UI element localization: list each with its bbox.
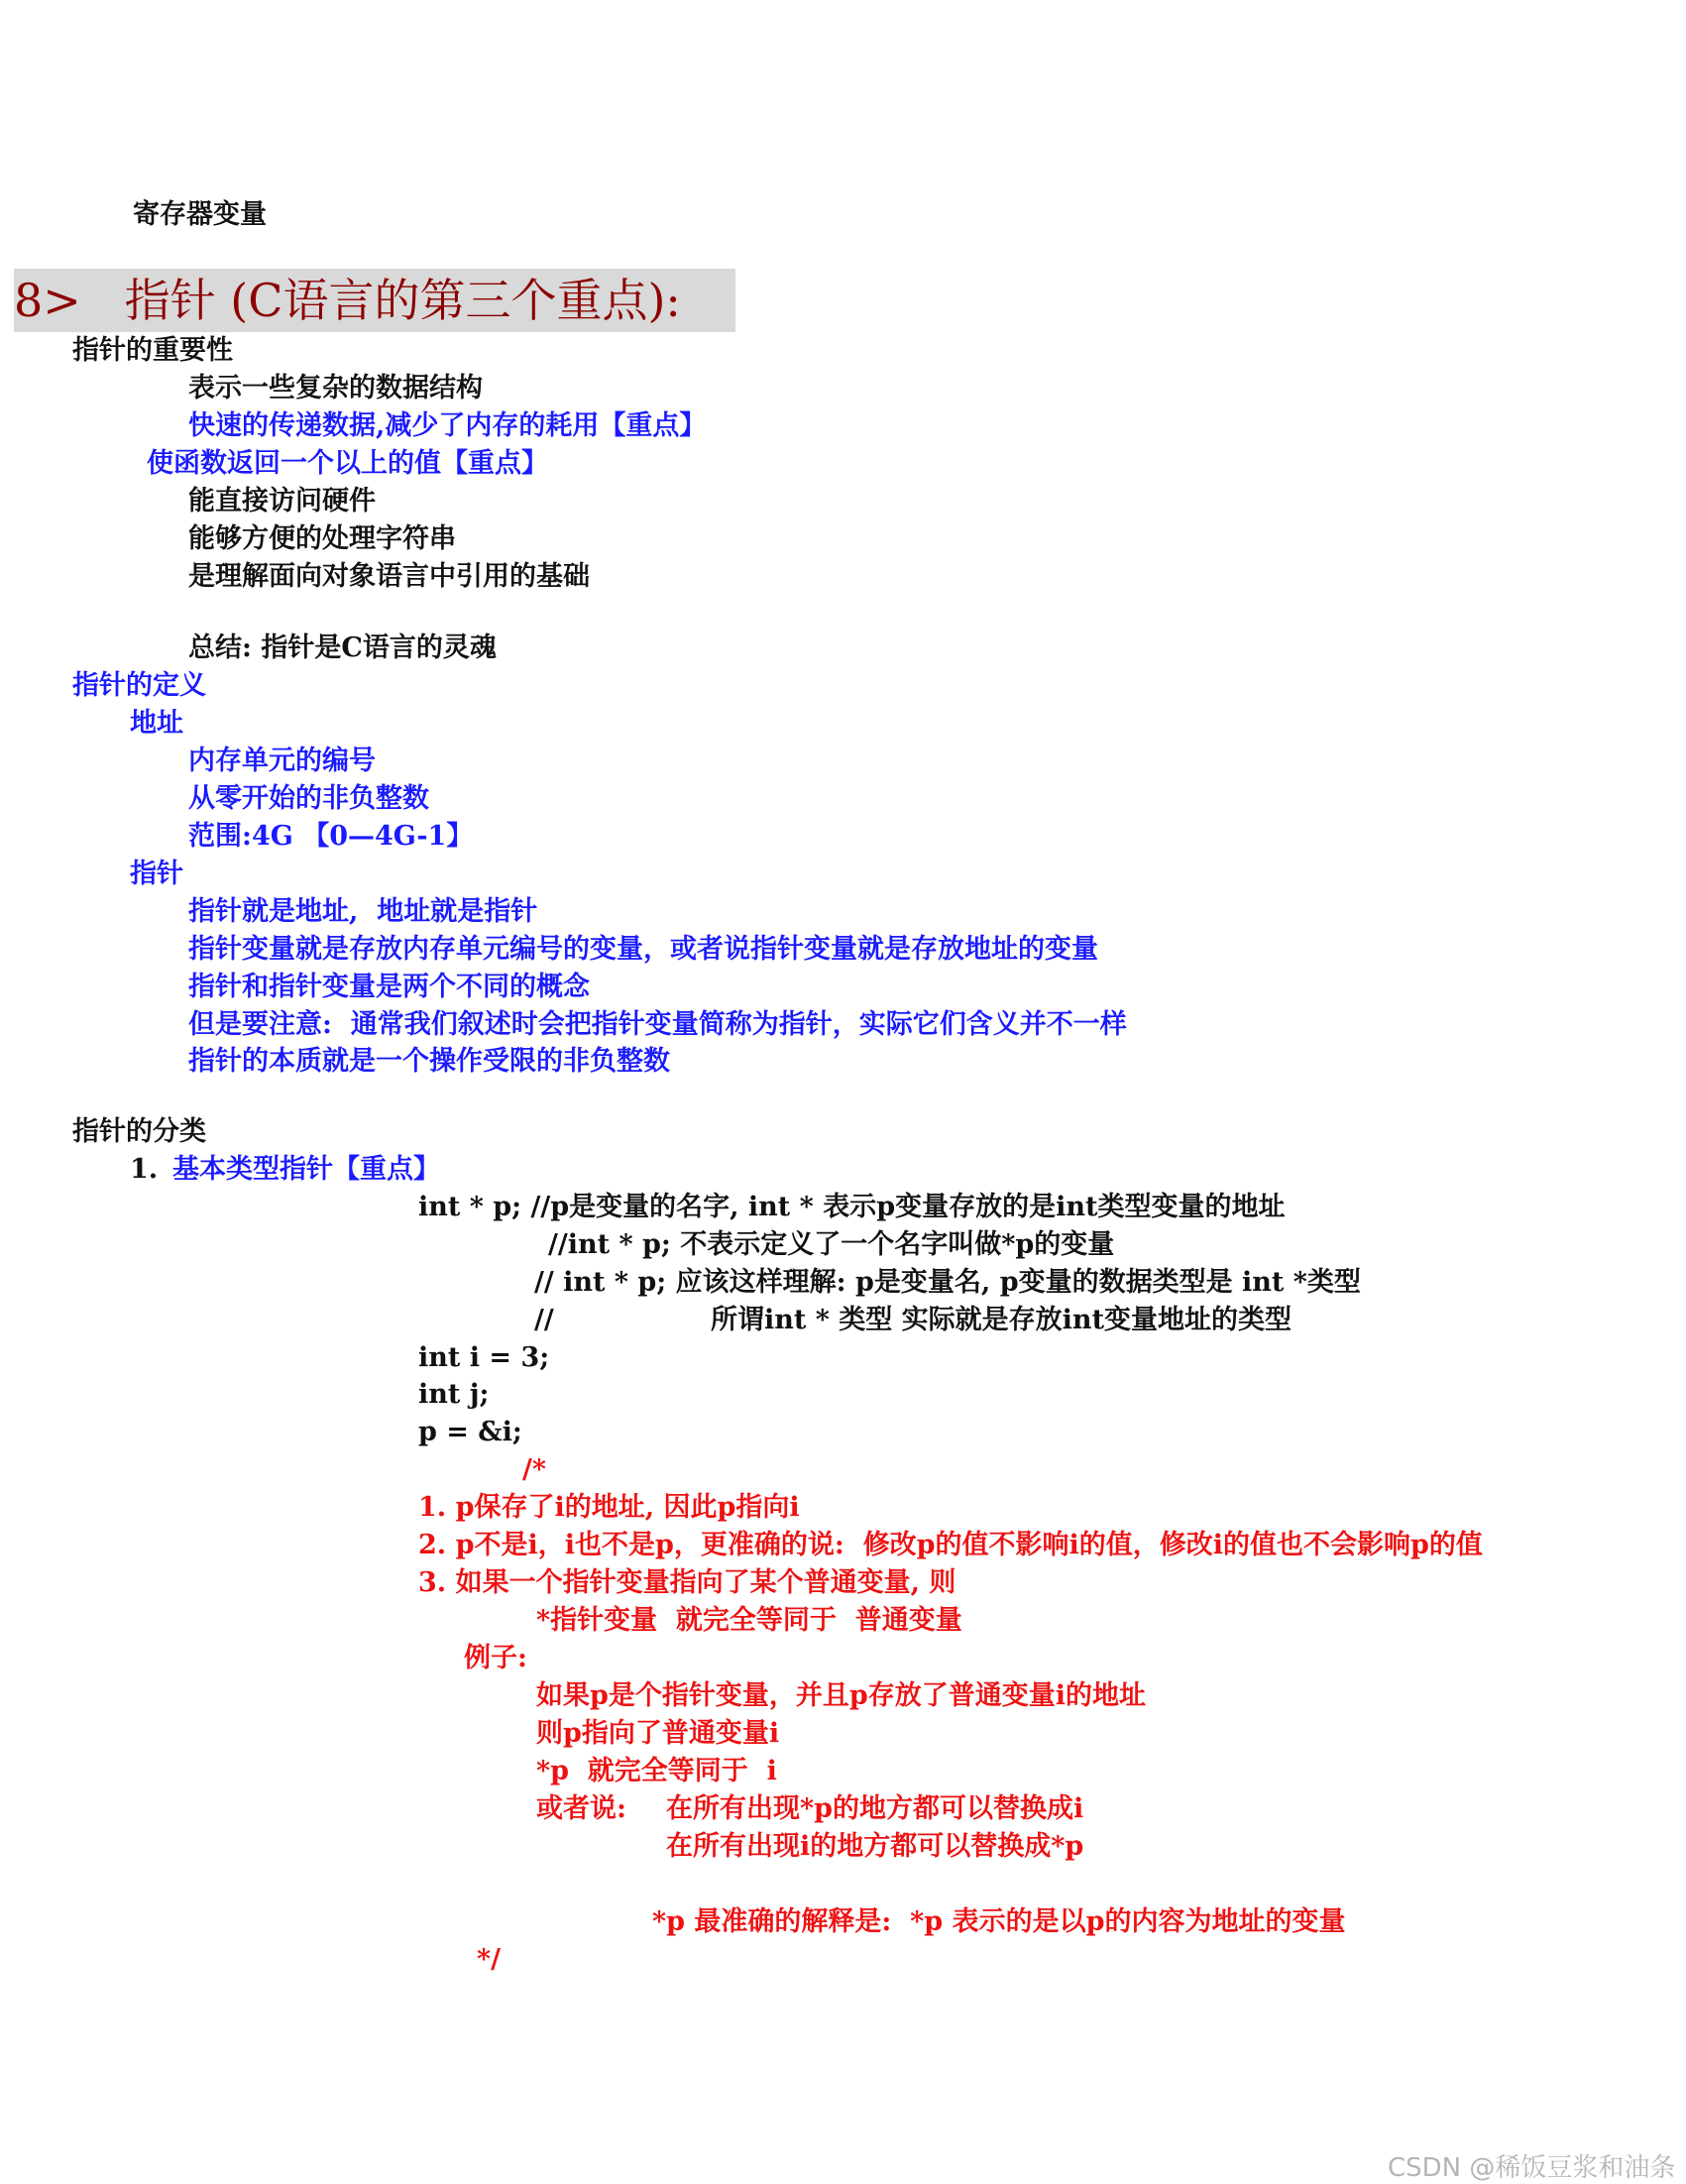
address-item: 从零开始的非负整数 <box>188 783 429 814</box>
comment-line: 在所有出现i的地方都可以替换成*p <box>666 1831 1084 1862</box>
address-heading: 地址 <box>130 708 183 739</box>
comment-line: 3. 如果一个指针变量指向了某个普通变量, 则 <box>418 1567 956 1598</box>
pointer-item: 指针就是地址, 地址就是指针 <box>188 896 538 927</box>
code-line: int j; <box>418 1379 490 1410</box>
section-title: 8> 指针 (C语言的第三个重点): <box>14 274 681 327</box>
watermark: CSDN @稀饭豆浆和油条 <box>1388 2153 1676 2183</box>
importance-heading: 指针的重要性 <box>72 335 233 366</box>
importance-item: 快速的传递数据,减少了内存的耗用【重点】 <box>188 410 707 441</box>
comment-line: 1. p保存了i的地址, 因此p指向i <box>418 1492 800 1523</box>
comment-line: *指针变量 就完全等同于 普通变量 <box>536 1605 962 1636</box>
classification-heading: 指针的分类 <box>72 1116 206 1147</box>
comment-line: 2. p不是i，i也不是p，更准确的说: 修改p的值不影响i的值，修改i的值也不会影响p的值 <box>418 1530 1483 1560</box>
code-line: int * p; //p是变量的名字, int * 表示p变量存放的是int类型变量的地址 <box>418 1192 1286 1222</box>
importance-item: 能够方便的处理字符串 <box>188 523 456 554</box>
register-variable-item: 寄存器变量 <box>133 199 267 230</box>
comment-line: 在所有出现*p的地方都可以替换成i <box>666 1793 1084 1824</box>
pointer-item: 指针和指针变量是两个不同的概念 <box>188 972 590 1002</box>
importance-item: 能直接访问硬件 <box>188 486 376 517</box>
code-line: //int * p; 不表示定义了一个名字叫做*p的变量 <box>548 1229 1115 1260</box>
importance-item: 表示一些复杂的数据结构 <box>188 373 483 403</box>
pointer-item: 指针的本质就是一个操作受限的非负整数 <box>188 1046 670 1077</box>
code-line: // <box>534 1305 554 1335</box>
comment-line: *p 就完全等同于 i <box>536 1756 777 1786</box>
importance-item: 是理解面向对象语言中引用的基础 <box>188 561 590 592</box>
comment-line: */ <box>477 1944 501 1975</box>
importance-item: 使函数返回一个以上的值【重点】 <box>147 448 548 479</box>
pointer-heading: 指针 <box>130 859 183 889</box>
address-item: 范围:4G 【0—4G-1】 <box>188 821 474 852</box>
code-line: // int * p; 应该这样理解: p是变量名, p变量的数据类型是 int *类型 <box>534 1267 1361 1298</box>
comment-line: 例子: <box>464 1643 527 1673</box>
pointer-item: 但是要注意: 通常我们叙述时会把指针变量简称为指针，实际它们含义并不一样 <box>188 1009 1127 1040</box>
definition-heading: 指针的定义 <box>72 670 206 701</box>
code-line: int i = 3; <box>418 1342 550 1373</box>
comment-line: 或者说: <box>536 1793 626 1824</box>
basic-pointer-label: 基本类型指针【重点】 <box>172 1154 440 1185</box>
comment-line: 则p指向了普通变量i <box>536 1718 780 1749</box>
pointer-item: 指针变量就是存放内存单元编号的变量，或者说指针变量就是存放地址的变量 <box>188 934 1098 965</box>
importance-summary: 总结: 指针是C语言的灵魂 <box>188 632 497 663</box>
address-item: 内存单元的编号 <box>188 746 376 776</box>
code-line: p = &i; <box>418 1417 522 1447</box>
comment-line: *p 最准确的解释是: *p 表示的是以p的内容为地址的变量 <box>652 1906 1346 1937</box>
item-number: 1. <box>130 1154 159 1185</box>
comment-line: 如果p是个指针变量，并且p存放了普通变量i的地址 <box>536 1680 1147 1711</box>
code-line: 所谓int * 类型 实际就是存放int变量地址的类型 <box>711 1305 1293 1335</box>
comment-line: /* <box>522 1454 546 1485</box>
